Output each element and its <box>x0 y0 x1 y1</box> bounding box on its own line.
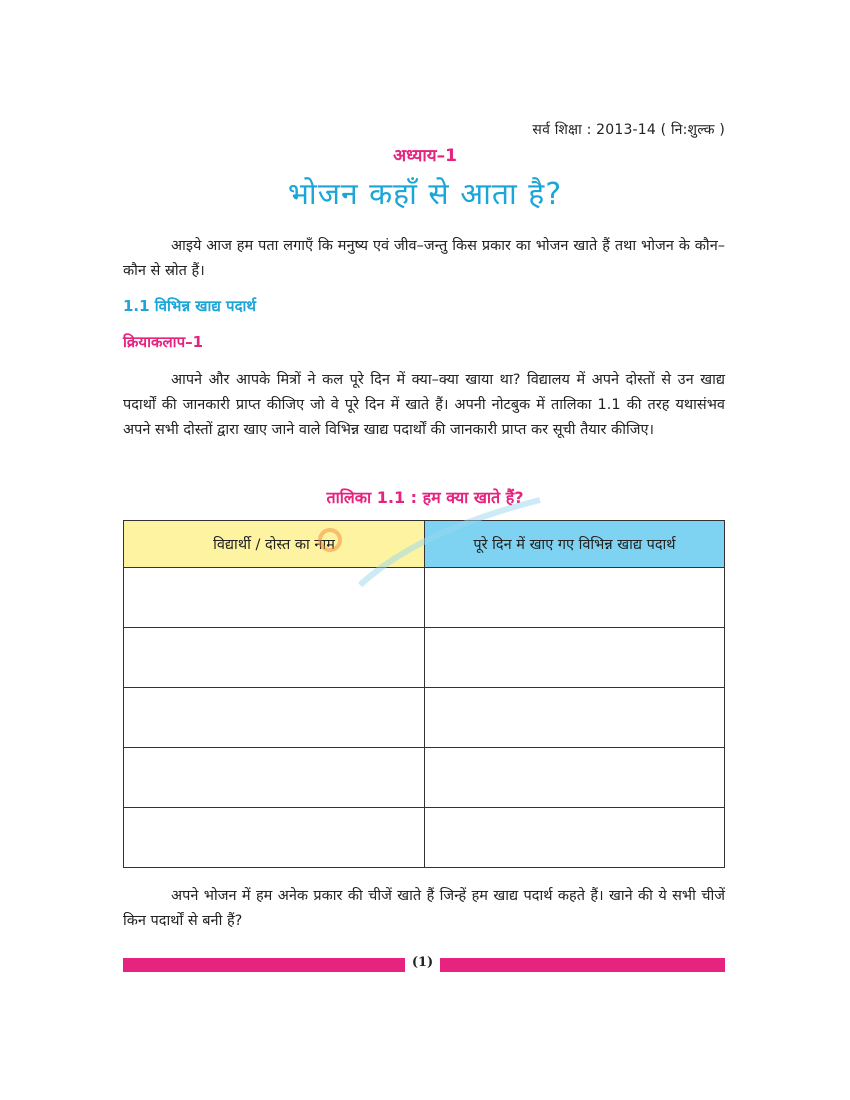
table-row <box>124 628 725 688</box>
intro-closing-paragraph <box>123 884 725 934</box>
table-row <box>124 748 725 808</box>
header-note: सर्व शिक्षा : 2013-14 ( नि:शुल्क ) <box>532 122 725 138</box>
table-cell <box>425 808 725 868</box>
activity-paragraph <box>123 368 725 443</box>
table-cell <box>124 748 425 808</box>
table-caption: तालिका 1.1 : हम क्या खाते हैं? <box>326 488 524 507</box>
table-cell <box>425 568 725 628</box>
table-cell <box>124 568 425 628</box>
closing-text: अपने भोजन में हम अनेक प्रकार की चीजें खाते हैं जिन्हें हम खाद्य पदार्थ कहते हैं। खाने की ये सभी चीजें किन पदार्थों से बनी हैं? <box>123 888 725 929</box>
page-number: (1) <box>411 955 434 970</box>
food-table <box>123 520 725 868</box>
header-student-name: विद्यार्थी / दोस्त का नाम <box>124 521 425 568</box>
table-cell <box>425 628 725 688</box>
activity-text: आपने और आपके मित्रों ने कल पूरे दिन में क्या–क्या खाया था? विद्यालय में अपने दोस्तों से उन खाद्य पदार्थों की जानकारी प्राप्त कीजिए जो वे पूरे दिन में खाते हैं। अपनी नोटबुक में तालिका 1.1 की तरह यथासंभव अपने सभी दोस्तों द्वारा खाए जाने वाले विभिन्न खाद्य पदार्थों की जानकारी प्राप्त कर सूची तैयार कीजिए। <box>123 372 725 438</box>
intro-text: आइये आज हम पता लगाएँ कि मनुष्य एवं जीव–जन्तु किस प्रकार का भोजन खाते हैं तथा भोजन के कौन–कौन से स्रोत हैं। <box>123 238 725 279</box>
intro-paragraph <box>123 234 725 284</box>
section-heading: 1.1 विभिन्न खाद्य पदार्थ <box>123 297 257 315</box>
header-foods-eaten: पूरे दिन में खाए गए विभिन्न खाद्य पदार्थ <box>425 521 725 568</box>
table-header-row <box>124 521 725 568</box>
table-cell <box>124 808 425 868</box>
footer-bar-left <box>123 958 405 972</box>
table-cell <box>124 628 425 688</box>
chapter-title: भोजन कहाँ से आता है? <box>287 177 563 212</box>
chapter-label: अध्याय–1 <box>393 146 457 166</box>
table-cell <box>124 688 425 748</box>
table-cell <box>425 688 725 748</box>
activity-heading: क्रियाकलाप–1 <box>123 333 204 351</box>
table-cell <box>425 748 725 808</box>
footer-bar-right <box>440 958 725 972</box>
table-row <box>124 688 725 748</box>
table-row <box>124 568 725 628</box>
table-row <box>124 808 725 868</box>
